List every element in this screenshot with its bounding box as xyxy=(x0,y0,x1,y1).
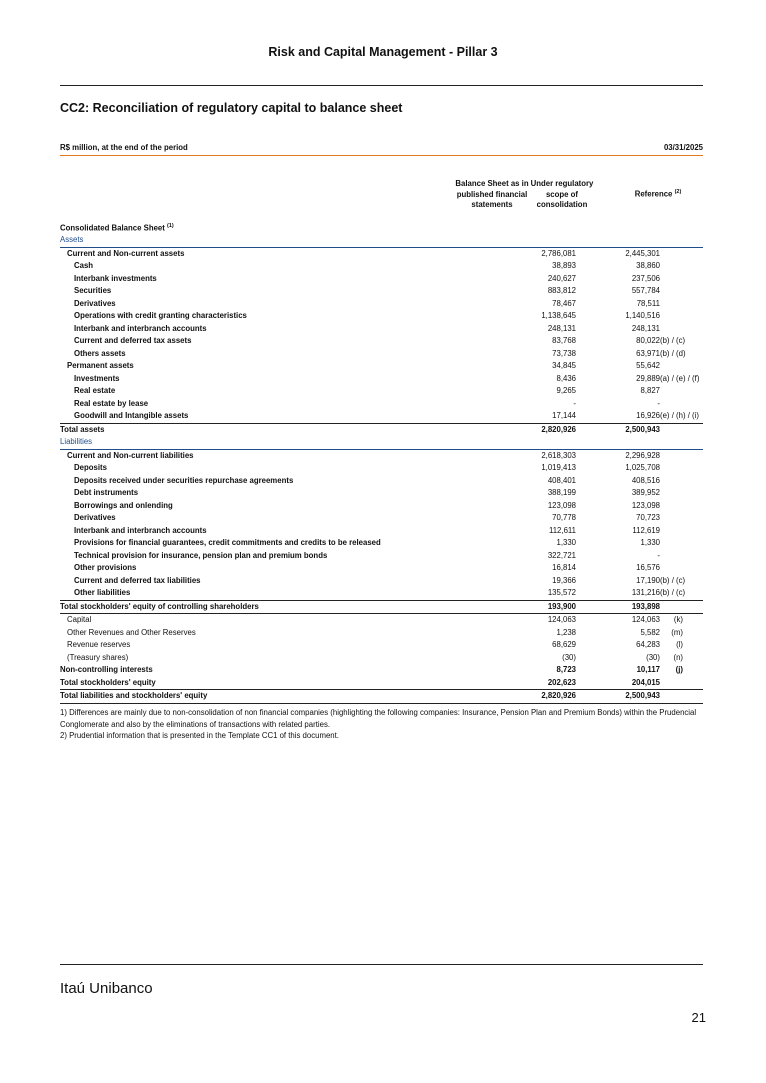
regulatory-value: 389,952 xyxy=(631,488,660,497)
column-header-line: statements xyxy=(471,200,513,210)
row-label: Deposits xyxy=(74,463,107,472)
regulatory-value: 16,576 xyxy=(636,563,660,572)
balance-sheet-value: 1,019,413 xyxy=(541,463,576,472)
footnote-2: 2) Prudential information that is presented in the Template CC1 of this document. xyxy=(60,731,339,740)
regulatory-value: 10,117 xyxy=(636,665,660,674)
balance-sheet-value: 240,627 xyxy=(547,273,576,283)
table-row xyxy=(60,587,703,600)
row-label: Cash xyxy=(74,261,94,270)
row-label: Others assets xyxy=(74,348,126,358)
column-header-regulatory xyxy=(522,179,602,211)
row-label: Other provisions xyxy=(74,563,137,572)
table-row xyxy=(60,323,703,336)
table-row xyxy=(60,500,703,513)
reference-value: (n) xyxy=(673,652,683,662)
balance-sheet-value: 124,063 xyxy=(470,614,576,627)
balance-sheet-value: 2,820,926 xyxy=(470,690,576,704)
row-label: Total stockholders' equity of controlling shareholders xyxy=(60,600,470,614)
table-row xyxy=(60,285,703,298)
balance-sheet-value: 8,436 xyxy=(556,373,576,383)
row-label: Interbank and interbranch accounts xyxy=(74,525,207,535)
row-label: Current and deferred tax assets xyxy=(74,336,192,345)
regulatory-value: 1,025,708 xyxy=(625,463,660,472)
reference-value xyxy=(660,398,703,411)
row-label: Derivatives xyxy=(74,298,116,308)
balance-sheet-value: 1,330 xyxy=(556,538,576,547)
row-label: (Treasury shares) xyxy=(67,652,129,662)
balance-sheet-value: 123,098 xyxy=(547,500,576,510)
table-row xyxy=(60,575,703,588)
row-label: Securities xyxy=(74,286,112,295)
regulatory-value: 16,926 xyxy=(636,411,660,420)
column-header-reference xyxy=(618,187,698,200)
regulatory-value: 17,190 xyxy=(636,575,660,585)
reference-value xyxy=(660,600,703,614)
table-row xyxy=(60,664,703,677)
reference-value xyxy=(660,500,703,513)
balance-sheet-value: 193,900 xyxy=(470,600,576,614)
row-label: Total liabilities and stockholders' equity xyxy=(60,690,470,704)
reference-value xyxy=(660,449,703,462)
table-row xyxy=(60,360,703,373)
section-title: CC2: Reconciliation of regulatory capital to balance sheet xyxy=(60,101,403,115)
regulatory-value: 2,445,301 xyxy=(625,248,660,258)
reference-value xyxy=(660,385,703,398)
reference-value: (k) xyxy=(660,614,703,627)
regulatory-value: (30) xyxy=(646,652,660,662)
table-row xyxy=(60,348,703,361)
section-row xyxy=(60,234,703,247)
balance-sheet-body xyxy=(60,234,703,703)
table-row xyxy=(60,273,703,286)
reference-note: (2) xyxy=(674,189,682,195)
regulatory-value: 1,140,516 xyxy=(625,311,660,320)
reference-value xyxy=(660,690,703,704)
balance-sheet-value: 9,265 xyxy=(556,386,576,395)
column-header-line: Under regulatory xyxy=(530,179,594,188)
row-label: Investments xyxy=(74,373,120,383)
balance-sheet-value xyxy=(470,436,576,449)
column-header-line: scope of xyxy=(545,189,579,199)
row-label: Current and Non-current liabilities xyxy=(67,450,194,460)
reference-value xyxy=(660,677,703,690)
balance-sheet-value: 70,778 xyxy=(552,513,576,522)
unit-label: R$ million, at the end of the period xyxy=(60,143,188,152)
balance-sheet-value: 17,144 xyxy=(552,411,576,420)
reference-value: (b) / (c) xyxy=(660,575,686,585)
regulatory-value: 38,860 xyxy=(636,261,660,270)
table-title-note: (1) xyxy=(167,223,174,229)
footnotes xyxy=(60,707,705,742)
table-row xyxy=(60,600,703,614)
balance-sheet-value: (30) xyxy=(562,652,576,662)
regulatory-value xyxy=(576,234,660,247)
balance-sheet-value: 1,138,645 xyxy=(541,311,576,320)
row-label: Total assets xyxy=(60,423,470,436)
balance-sheet-value: 322,721 xyxy=(547,550,576,560)
reference-value: (e) / (h) / (i) xyxy=(660,411,699,420)
balance-sheet-table xyxy=(60,234,703,704)
table-row xyxy=(60,410,703,423)
table-row xyxy=(60,423,703,436)
regulatory-value: 70,723 xyxy=(636,513,660,522)
reference-value xyxy=(660,525,703,538)
table-row xyxy=(60,487,703,500)
unit-line xyxy=(60,143,703,156)
reference-value xyxy=(660,285,703,298)
row-label: Liabilities xyxy=(60,436,470,449)
reference-value xyxy=(660,260,703,273)
row-label: Other liabilities xyxy=(74,588,131,597)
reference-value xyxy=(660,247,703,260)
reference-value xyxy=(660,487,703,500)
table-row xyxy=(60,639,703,652)
row-label: Real estate by lease xyxy=(74,398,149,408)
reference-value xyxy=(660,512,703,525)
balance-sheet-value: - xyxy=(573,398,576,408)
row-label: Current and deferred tax liabilities xyxy=(74,575,201,585)
page-header-title: Risk and Capital Management - Pillar 3 xyxy=(268,45,498,59)
table-row xyxy=(60,260,703,273)
row-label: Other Revenues and Other Reserves xyxy=(67,627,196,637)
row-label: Capital xyxy=(60,614,470,627)
table-row xyxy=(60,627,703,640)
table-row xyxy=(60,550,703,563)
row-label: Goodwill and Intangible assets xyxy=(74,411,189,420)
regulatory-value: 123,098 xyxy=(631,500,660,510)
regulatory-value: 248,131 xyxy=(631,323,660,333)
column-header-line: published financial xyxy=(456,189,528,199)
regulatory-value: - xyxy=(657,398,660,408)
reference-value xyxy=(660,360,703,373)
table-row xyxy=(60,462,703,475)
balance-sheet-value: 135,572 xyxy=(547,588,576,597)
table-row xyxy=(60,335,703,348)
table-row xyxy=(60,449,703,462)
balance-sheet-value xyxy=(470,234,576,247)
balance-sheet-value: 34,845 xyxy=(552,361,576,370)
regulatory-value: 557,784 xyxy=(631,286,660,295)
regulatory-value: 78,511 xyxy=(636,298,660,308)
row-label: Operations with credit granting characteristics xyxy=(74,311,247,320)
regulatory-value: 408,516 xyxy=(631,475,660,485)
row-label: Interbank and interbranch accounts xyxy=(74,323,207,333)
balance-sheet-value: 1,238 xyxy=(556,627,576,637)
reference-value xyxy=(660,298,703,311)
row-label: Assets xyxy=(60,234,470,247)
balance-sheet-value: 16,814 xyxy=(552,563,576,572)
table-row xyxy=(60,512,703,525)
table-row xyxy=(60,652,703,665)
row-label: Real estate xyxy=(74,386,116,395)
row-label: Total stockholders' equity xyxy=(60,677,156,687)
table-row xyxy=(60,537,703,550)
footnote-1: 1) Differences are mainly due to non-consolidation of non financial companies (highlighting the following companies: Insurance, Pension Plan and Premium Bonds) within the Prudencial Conglomerate and also by the eliminations of transactions with related parties. xyxy=(60,708,697,729)
page-number: 21 xyxy=(691,1010,706,1025)
reference-value xyxy=(660,234,703,247)
row-label: Interbank investments xyxy=(74,273,157,283)
regulatory-value: 8,827 xyxy=(640,386,660,395)
reference-value: (l) xyxy=(676,640,683,649)
reference-value xyxy=(660,550,703,563)
reference-value xyxy=(660,537,703,550)
balance-sheet-value: 19,366 xyxy=(552,575,576,585)
row-label: Derivatives xyxy=(74,513,116,522)
regulatory-value: 64,283 xyxy=(636,640,660,649)
regulatory-value: 237,506 xyxy=(631,273,660,283)
row-label: Permanent assets xyxy=(67,361,134,370)
regulatory-value: 2,500,943 xyxy=(576,423,660,436)
balance-sheet-value: 112,611 xyxy=(548,525,576,535)
reference-value: (j) xyxy=(675,665,683,674)
balance-sheet-value: 2,618,303 xyxy=(541,450,576,460)
table-row xyxy=(60,385,703,398)
reference-value: (b) / (c) xyxy=(660,336,686,345)
regulatory-value: 112,619 xyxy=(632,525,660,535)
balance-sheet-value: 202,623 xyxy=(547,677,576,687)
table-title xyxy=(60,223,174,233)
balance-sheet-value: 78,467 xyxy=(552,298,576,308)
row-label: Provisions for financial guarantees, credit commitments and credits to be released xyxy=(74,538,381,547)
table-row xyxy=(60,677,703,690)
regulatory-value: 2,296,928 xyxy=(625,450,660,460)
header-divider xyxy=(60,85,703,86)
reference-value xyxy=(660,423,703,436)
regulatory-value: 55,642 xyxy=(636,361,660,370)
balance-sheet-value: 8,723 xyxy=(556,665,576,674)
row-label: Debt instruments xyxy=(74,488,139,497)
regulatory-value: 204,015 xyxy=(631,677,660,687)
balance-sheet-value: 73,738 xyxy=(552,348,576,358)
row-label: Non-controlling interests xyxy=(60,665,153,674)
row-label: Revenue reserves xyxy=(67,640,131,649)
regulatory-value: 131,216 xyxy=(631,588,660,597)
table-row xyxy=(60,562,703,575)
balance-sheet-value: 388,199 xyxy=(547,488,576,497)
regulatory-value: 5,582 xyxy=(640,627,660,637)
regulatory-value: 124,063 xyxy=(576,614,660,627)
column-header-line: Balance Sheet as in xyxy=(455,179,529,188)
reference-value xyxy=(660,273,703,286)
reference-value xyxy=(660,436,703,449)
balance-sheet-value: 83,768 xyxy=(552,336,576,345)
table-row xyxy=(60,614,703,627)
table-row xyxy=(60,247,703,260)
footer-divider xyxy=(60,964,703,965)
footer-brand: Itaú Unibanco xyxy=(60,980,153,997)
table-title-label: Consolidated Balance Sheet xyxy=(60,223,165,233)
period-date: 03/31/2025 xyxy=(663,143,703,152)
balance-sheet-value: 2,786,081 xyxy=(541,248,576,258)
reference-value: (a) / (e) / (f) xyxy=(660,373,700,383)
balance-sheet-value: 38,893 xyxy=(552,261,576,270)
table-row xyxy=(60,398,703,411)
balance-sheet-value: 248,131 xyxy=(547,323,576,333)
balance-sheet-value: 2,820,926 xyxy=(470,423,576,436)
regulatory-value: 1,330 xyxy=(640,538,660,547)
reference-value xyxy=(660,475,703,488)
row-label: Deposits received under securities repurchase agreements xyxy=(74,475,294,485)
reference-value xyxy=(660,462,703,475)
reference-value xyxy=(660,323,703,336)
table-row xyxy=(60,525,703,538)
table-row xyxy=(60,475,703,488)
table-row xyxy=(60,373,703,386)
regulatory-value: 29,889 xyxy=(636,373,660,383)
balance-sheet-value: 408,401 xyxy=(547,475,576,485)
reference-value: (b) / (c) xyxy=(660,588,686,597)
reference-value xyxy=(660,310,703,323)
row-label: Current and Non-current assets xyxy=(67,248,185,258)
table-row xyxy=(60,310,703,323)
reference-label: Reference xyxy=(634,189,673,199)
regulatory-value: 80,022 xyxy=(636,336,660,345)
reference-value: (b) / (d) xyxy=(660,348,686,358)
regulatory-value: 2,500,943 xyxy=(576,690,660,704)
section-row xyxy=(60,436,703,449)
regulatory-value: 193,898 xyxy=(576,600,660,614)
reference-value xyxy=(660,562,703,575)
column-header-line: consolidation xyxy=(536,200,588,210)
table-row xyxy=(60,690,703,704)
table-row xyxy=(60,298,703,311)
row-label: Technical provision for insurance, pension plan and premium bonds xyxy=(74,550,328,560)
regulatory-value: - xyxy=(657,550,660,560)
regulatory-value: 63,971 xyxy=(636,348,660,358)
balance-sheet-value: 68,629 xyxy=(552,640,576,649)
reference-value: (m) xyxy=(671,627,683,637)
row-label: Borrowings and onlending xyxy=(74,500,173,510)
regulatory-value xyxy=(576,436,660,449)
balance-sheet-value: 883,812 xyxy=(547,286,576,295)
